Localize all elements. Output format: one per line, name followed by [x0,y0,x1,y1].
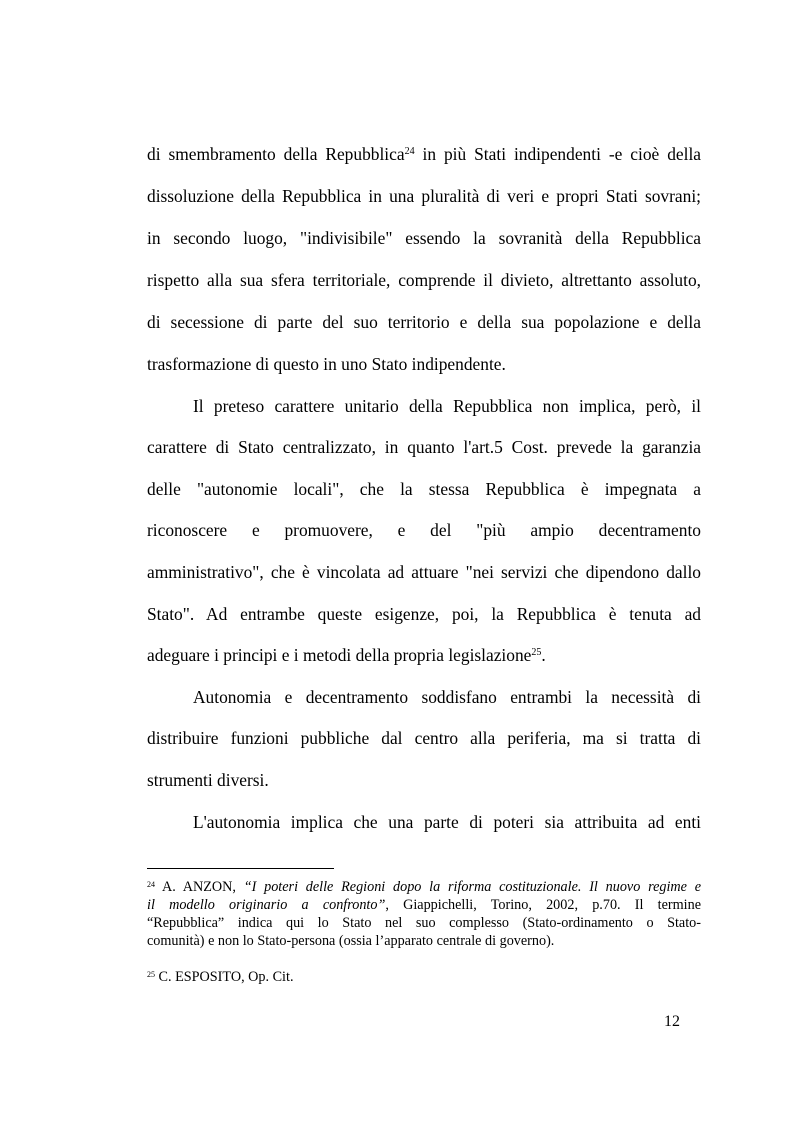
body-line: dissoluzione della Repubblica in una pluralità di veri e propri Stati sovrani; [147,186,701,206]
body-line: di smembramento della Repubblica$^{24}$ in più Stati indipendenti -e cioè della [147,144,701,164]
body-line: adeguare i principi e i metodi della propria legislazione$^{25}$. [147,645,546,665]
body-line: Autonomia e decentramento soddisfano entrambi la necessità di [193,687,701,707]
footnote-ref-24: 24 [404,146,415,157]
body-line: carattere di Stato centralizzato, in quanto l'art.5 Cost. prevede la garanzia [147,437,701,457]
body-line: amministrativo", che è vincolata ad attuare "nei servizi che dipendono dallo [147,562,701,582]
body-line: Il preteso carattere unitario della Repubblica non implica, però, il [193,396,701,416]
footnote-24-line: $^{24}$ A. ANZON, “I poteri delle Regioni dopo la riforma costituzionale. Il nuovo regime e [147,879,702,895]
body-line: Stato". Ad entrambe queste esigenze, poi, la Repubblica è tenuta ad [147,604,701,624]
body-line: di secessione di parte del suo territorio e della sua popolazione e della [147,312,701,332]
body-line: in secondo luogo, "indivisibile" essendo la sovranità della Repubblica [147,228,701,248]
body-line: L'autonomia implica che una parte di poteri sia attribuita ad enti [193,812,701,832]
footnote-24-line: comunità) e non lo Stato-persona (ossia l’apparato centrale di governo). [147,933,555,949]
body-line: trasformazione di questo in uno Stato indipendente. [147,354,506,374]
footnote-ref-25: 25 [531,647,542,658]
body-line: riconoscere e promuovere, e del "più ampio decentramento [147,520,701,540]
page-number: 12 [664,1013,680,1030]
body-line: delle "autonomie locali", che la stessa Repubblica è impegnata a [147,479,701,499]
footnote-25: $^{25}$ C. ESPOSITO, Op. Cit. [147,969,294,985]
body-line: strumenti diversi. [147,770,269,790]
footnote-24-line: il modello originario a confronto”, Giappichelli, Torino, 2002, p.70. Il termine [147,897,701,913]
body-line: rispetto alla sua sfera territoriale, comprende il divieto, altrettanto assoluto, [147,270,701,290]
body-line: distribuire funzioni pubbliche dal centro alla periferia, ma si tratta di [147,728,701,748]
footnote-24-line: “Repubblica” indica qui lo Stato nel suo complesso (Stato-ordinamento o Stato- [147,915,701,931]
footnote-separator [147,868,334,869]
